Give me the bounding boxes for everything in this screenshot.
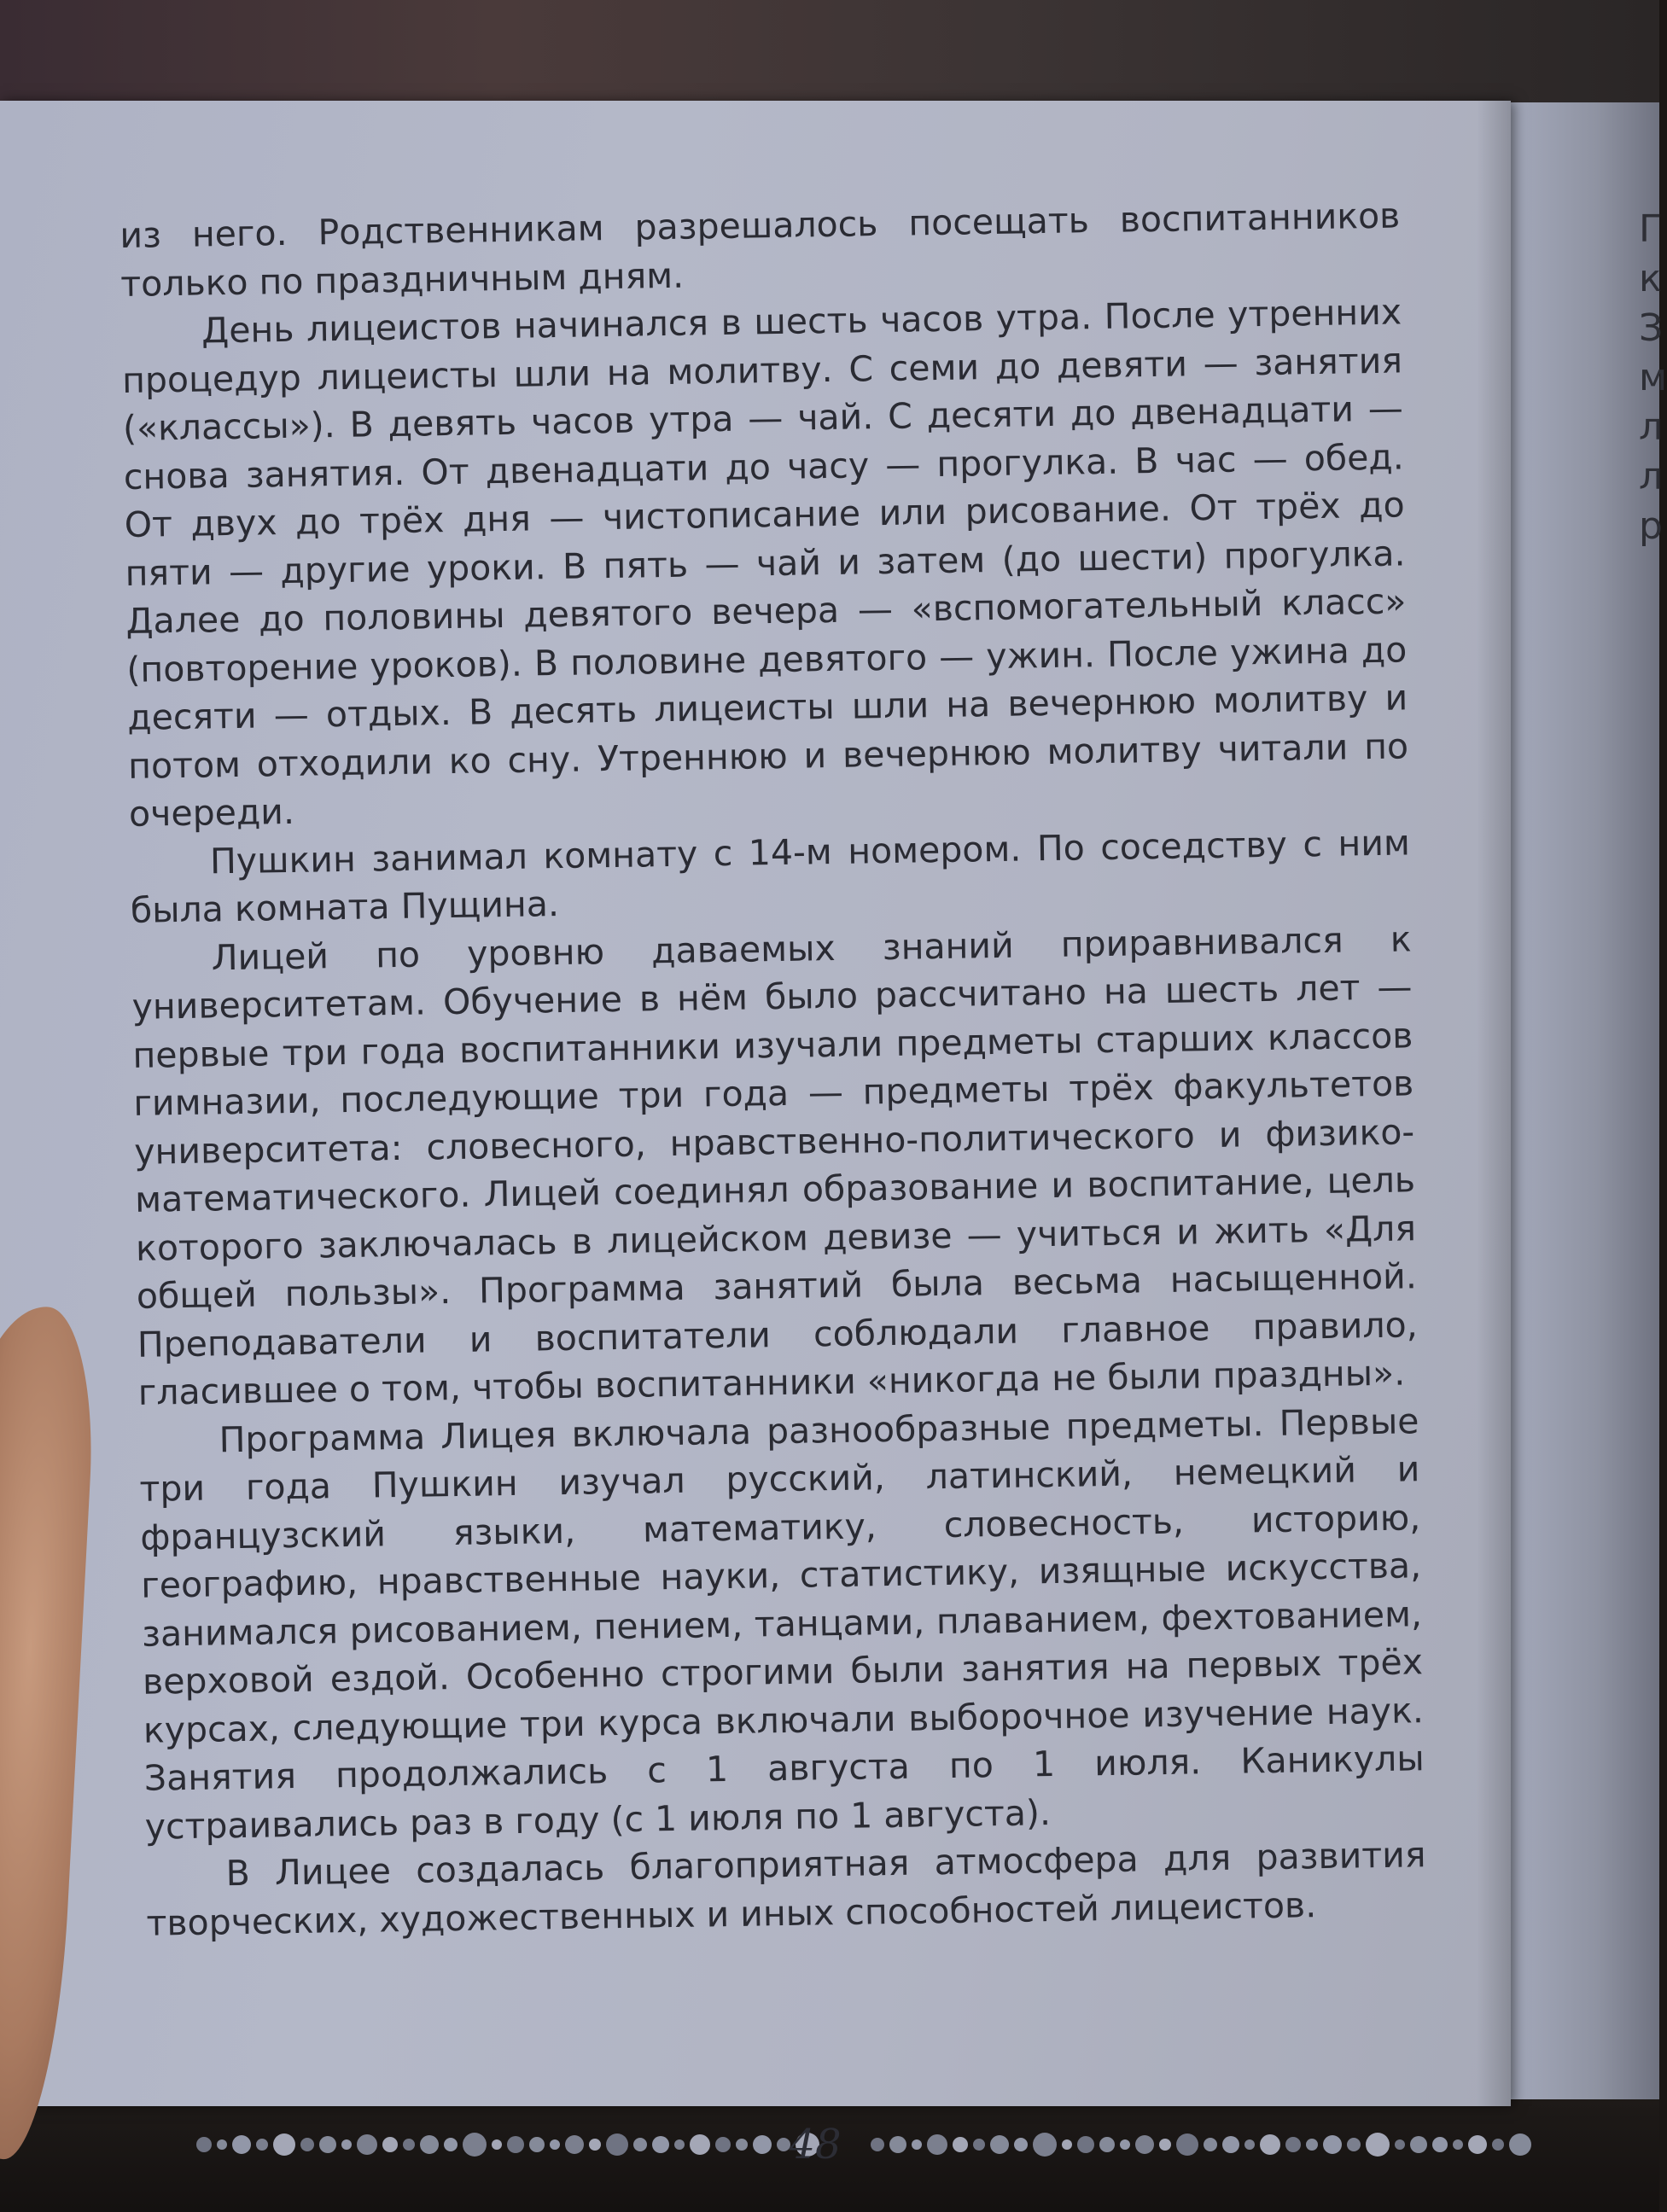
ornament-dot — [403, 2139, 415, 2151]
ornament-dot — [927, 2134, 947, 2155]
ornament-dot — [1062, 2139, 1072, 2150]
book-page — [0, 101, 1511, 2168]
next-page-letters: Г к З м л л р — [1639, 207, 1667, 548]
ornament-dot — [1347, 2138, 1361, 2151]
page-text — [119, 191, 1427, 1947]
ornament-dot — [1410, 2136, 1427, 2153]
ornament-dot — [507, 2136, 524, 2153]
ornament-dot — [529, 2137, 545, 2152]
ornament-dot — [300, 2138, 314, 2151]
ornament-dot — [652, 2136, 669, 2153]
ornament-dot — [232, 2135, 251, 2154]
ornament-dot — [341, 2139, 352, 2150]
ornament-dot — [674, 2139, 685, 2150]
ornament-dot — [492, 2139, 502, 2150]
ornament-dot — [889, 2136, 906, 2153]
ornament-dot — [420, 2135, 439, 2154]
ornament-dot — [1260, 2134, 1280, 2155]
ornament-dot — [1244, 2139, 1255, 2150]
ornament-dot — [550, 2139, 560, 2150]
paragraph-6: В Лицее создалась благоприятная атмосфера для развития творческих, художественных и иных способностей лицеистов. — [146, 1834, 1426, 1944]
ornament-dot — [690, 2134, 710, 2155]
ornament-dot — [273, 2133, 295, 2156]
ornament-dot — [1453, 2139, 1463, 2150]
ornament-dot — [1120, 2139, 1130, 2150]
ornament-dot — [633, 2138, 647, 2151]
paragraph-1: из него. Родственникам разрешалось посещать воспитанников только по праздничным дням. — [119, 195, 1401, 305]
ornament-dot — [589, 2139, 601, 2151]
ornament-dot — [1468, 2135, 1487, 2154]
ornament-dot — [736, 2139, 748, 2151]
ornament-right — [871, 2123, 1451, 2166]
ornament-dot — [319, 2136, 336, 2153]
ornament-left — [196, 2123, 743, 2166]
ornament-dot — [1033, 2133, 1057, 2157]
next-page-edge — [1502, 102, 1667, 2099]
ornament-dot — [1222, 2136, 1239, 2153]
ornament-dot — [444, 2138, 458, 2151]
ornament-dot — [1176, 2133, 1198, 2156]
ornament-dot — [1014, 2138, 1028, 2151]
paragraph-4: Лицей по уровню даваемых знаний приравнивался к университетам. Обучение в нём было рассчитано на шесть лет — первые три года воспитанники изучали предметы старших классов гимназии, последующие три года — предметы трёх факультетов университета: словесного, нравственно-политического и физико-математического. Лицей соединял образование и воспитание, цель которого заключалась в лицейском девизе — учиться и жить «Для общей пользы». Программа занятий была весьма насыщенной. Преподаватели и воспитатели соблюдали главное правило, гласившее о том, чтобы воспитанники «никогда не были праздны». — [131, 917, 1419, 1413]
paragraph-2: День лицеистов начинался в шесть часов утра. После утренних процедур лицеисты шли на молитву. С семи до девяти — занятия («классы»). В девять часов утра — чай. С десяти до двенадцати — снова занятия. От двенадцати до часу — прогулка. В час — обед. От двух до трёх дня — чистописание или рисование. От трёх до пяти — другие уроки. В пять — чай и затем (до шести) прогулка. Далее до половины девятого вечера — «вспомогательный класс» (повторение уроков). В половине девятого — ужин. После ужина до десяти — отдых. В десять лицеисты шли на вечернюю молитву и потом отходили ко сну. Утреннюю и вечернюю молитву читали по очереди. — [121, 291, 1409, 835]
ornament-dot — [953, 2137, 968, 2152]
ornament-dot — [1159, 2139, 1171, 2151]
ornament-dot — [1509, 2133, 1531, 2156]
ornament-dot — [1077, 2136, 1094, 2153]
ornament-dot — [1366, 2133, 1390, 2157]
ornament-dot — [715, 2137, 731, 2152]
ornament-dot — [196, 2137, 212, 2152]
ornament-dot — [1492, 2139, 1504, 2151]
paragraph-3: Пушкин занимал комнату с 14-м номером. По соседству с ним была комната Пущина. — [130, 821, 1411, 931]
ornament-dot — [973, 2139, 985, 2151]
ornament-dot — [1135, 2135, 1154, 2154]
ornament-dot — [256, 2139, 268, 2151]
ornament-dot — [1432, 2137, 1448, 2152]
ornament-dot — [1099, 2137, 1115, 2152]
ornament-dot — [1395, 2139, 1405, 2150]
ornament-dot — [1285, 2137, 1301, 2152]
page-footer — [196, 2115, 1451, 2174]
ornament-dot — [1204, 2138, 1217, 2151]
ornament-dot — [382, 2137, 398, 2152]
ornament-dot — [871, 2138, 884, 2151]
ornament-dot — [990, 2135, 1009, 2154]
ornament-dot — [565, 2135, 584, 2154]
ornament-dot — [606, 2133, 628, 2156]
ornament-dot — [1306, 2139, 1318, 2151]
ornament-dot — [463, 2133, 487, 2157]
ornament-dot — [217, 2139, 227, 2150]
page-number: 48 — [789, 2121, 842, 2168]
paragraph-5: Программа Лицея включала разнообразные предметы. Первые три года Пушкин изучал русский, латинский, немецкий и французский языки, математику, словесность, историю, географию, нравственные науки, статистику, изящные искусства, занимался рисованием, пением, танцами, плаванием, фехтованием, верховой ездой. Особенно строгими были занятия на первых трёх курсах, следующие три курса включали выборочное изучение наук. Занятия продолжались с 1 августа по 1 июля. Каникулы устраивались раз в году (с 1 июля по 1 августа). — [139, 1400, 1425, 1848]
ornament-dot — [1323, 2135, 1342, 2154]
ornament-dot — [912, 2139, 922, 2150]
ornament-dot — [357, 2134, 377, 2155]
